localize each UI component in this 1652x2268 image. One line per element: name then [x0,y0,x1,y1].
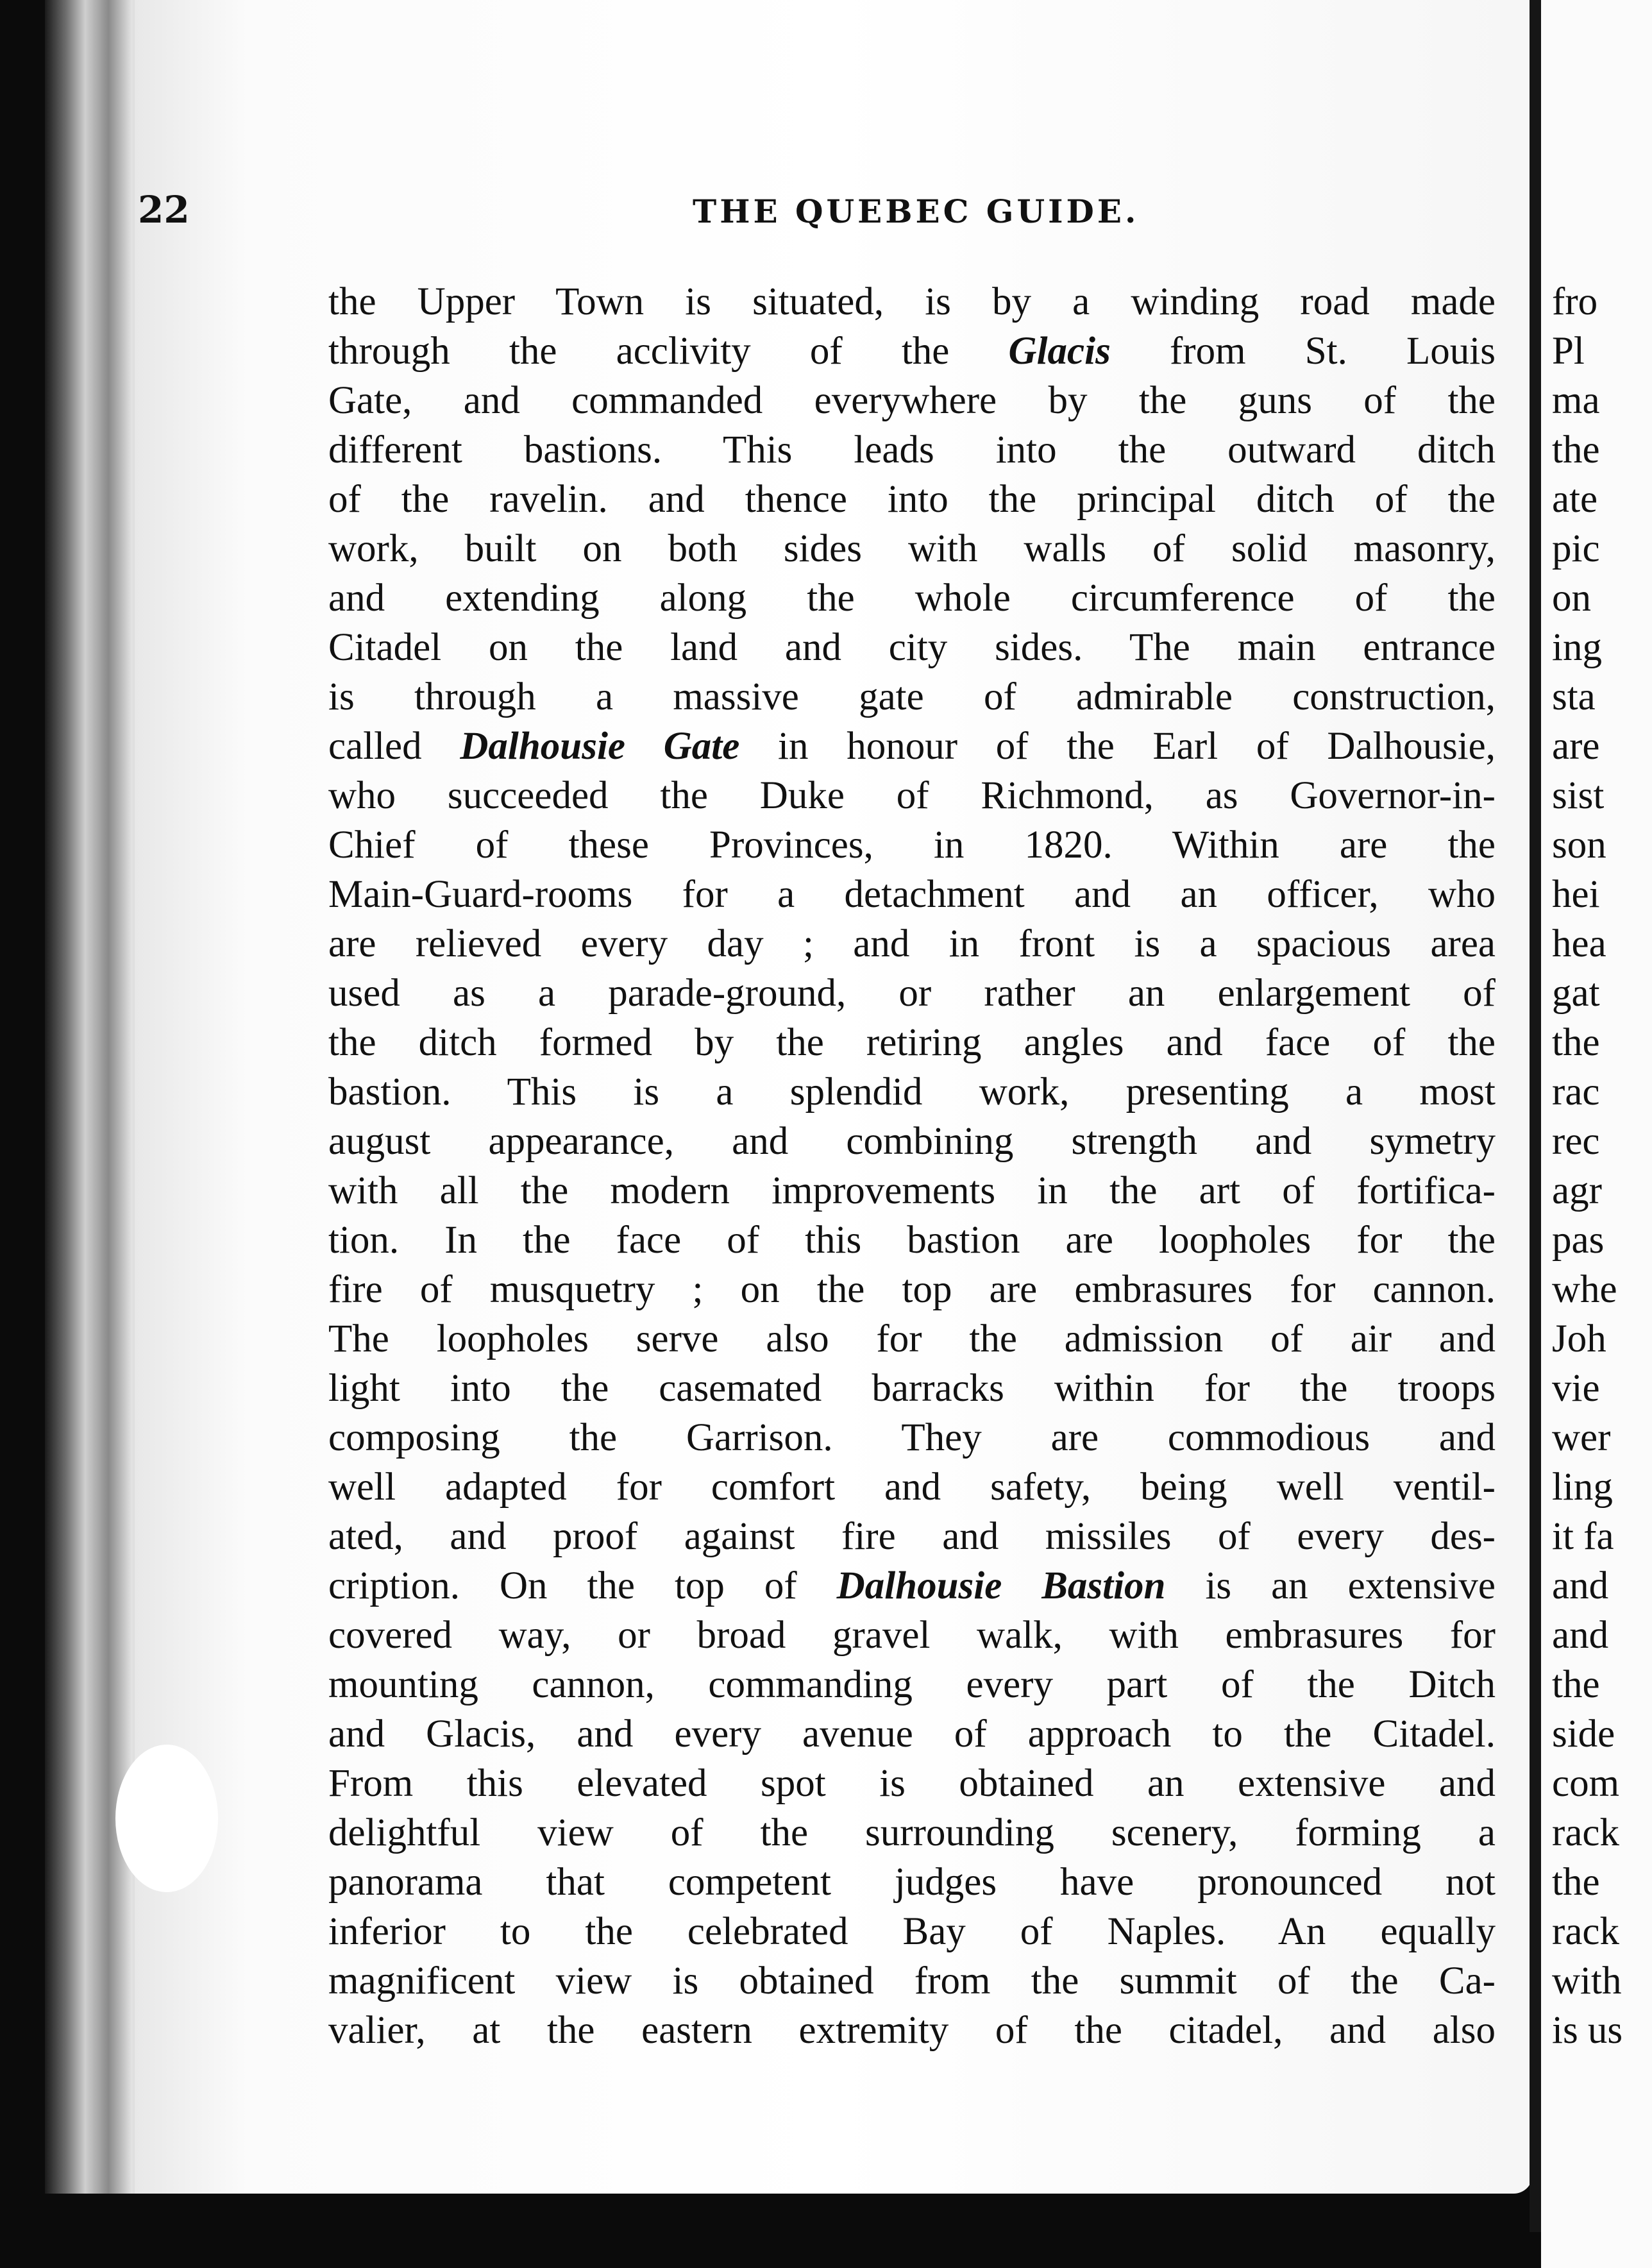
italic-term: Dalhousie Bastion [836,1564,1166,1607]
facing-page-fragment: hea [1552,922,1606,965]
text-line [328,1067,1496,1117]
facing-page-fragment: the [1552,1861,1600,1904]
text-line [328,1166,1496,1215]
text-line [328,1117,1496,1166]
facing-page-fragment: the [1552,428,1600,471]
text-run: are relieved every day ; and in front is a spacious area [328,922,1496,965]
text-run: The loopholes serve also for the admission of air and [328,1317,1496,1360]
text-line [328,1907,1496,1956]
page-number: 22 [138,188,190,232]
text-run: Citadel on the land and city sides. The main entrance [328,626,1496,669]
text-run: light into the casemated barracks within for the troops [328,1367,1496,1410]
page-gutter [1530,0,1541,2232]
facing-page-fragment: vie [1552,1367,1600,1410]
facing-page-fragment: sta [1552,675,1596,718]
text-run: used as a parade-ground, or rather an enlargement of [328,972,1496,1015]
text-run: well adapted for comfort and safety, being well ventil- [328,1466,1496,1509]
facing-page-fragment: and [1552,1614,1609,1657]
text-line [328,1364,1496,1413]
text-run: and extending along the whole circumference of the [328,577,1496,620]
text-line [328,1660,1496,1709]
text-line [328,277,1496,326]
text-run: different bastions. This leads into the outward ditch [328,428,1496,471]
text-run: panorama that competent judges have pronounced not [328,1861,1496,1904]
facing-page-fragment: and [1552,1564,1609,1607]
text-run: From this elevated spot is obtained an extensive and [328,1762,1496,1805]
facing-page-text [1552,277,1652,2055]
text-run: Chief of these Provinces, in 1820. Within are the [328,824,1496,867]
text-run: august appearance, and combining strength and symetry [328,1120,1496,1163]
text-line [328,1759,1496,1808]
facing-page-fragment: rack [1552,1910,1619,1953]
text-line [328,475,1496,524]
text-line [328,870,1496,919]
text-run: covered way, or broad gravel walk, with embrasures for [328,1614,1496,1657]
running-head: THE QUEBEC GUIDE. [693,192,1140,230]
text-run: delightful view of the surrounding scenery, forming a [328,1811,1496,1854]
facing-page-fragment: on [1552,577,1591,620]
facing-page-fragment: it fa [1552,1515,1614,1558]
text-line [328,1561,1496,1611]
italic-term: Dalhousie Gate [460,725,740,768]
text-line [328,1018,1496,1067]
text-line [328,326,1496,376]
text-run: of the ravelin. and thence into the principal ditch of the [328,478,1496,521]
facing-page-fragment: ate [1552,478,1598,521]
text-line [328,1956,1496,2006]
text-line [328,573,1496,623]
text-line [328,820,1496,870]
text-line [328,623,1496,672]
paper-stain [115,1745,218,1892]
text-run: the Upper Town is situated, is by a winding road made [328,280,1496,323]
facing-page-fragment: sist [1552,774,1605,817]
facing-page-fragment: rack [1552,1811,1619,1854]
text-run: valier, at the eastern extremity of the citadel, and also [328,2009,1496,2052]
text-line [328,1413,1496,1462]
facing-page-fragment: rac [1552,1071,1600,1113]
facing-page-fragment: fro [1552,280,1598,323]
facing-page-fragment: ling [1552,1466,1613,1509]
facing-page-fragment: whe [1552,1268,1617,1311]
facing-page-fragment: is us [1552,2009,1623,2052]
text-run: magnificent view is obtained from the summit of the Ca- [328,1959,1496,2002]
text-run: is through a massive gate of admirable construction, [328,675,1496,718]
text-line [328,771,1496,820]
facing-page-fragment: wer [1552,1416,1611,1459]
facing-page-fragment: rec [1552,1120,1600,1163]
text-run: Main-Guard-rooms for a detachment and an officer, who [328,873,1496,916]
text-line [328,1265,1496,1314]
text-line [328,1512,1496,1561]
text-run: fire of musquetry ; on the top are embrasures for cannon. [328,1268,1496,1311]
text-line [328,969,1496,1018]
text-run: Gate, and commanded everywhere by the guns of the [328,379,1496,422]
text-line [328,672,1496,722]
text-line [328,1611,1496,1660]
text-line [328,376,1496,425]
text-line [328,2006,1496,2055]
text-run: with all the modern improvements in the art of fortifica- [328,1169,1496,1212]
facing-page-fragment: pas [1552,1219,1605,1262]
text-run: from St. Louis [1110,330,1496,373]
facing-page-fragment: son [1552,824,1606,867]
text-run: the ditch formed by the retiring angles and face of the [328,1021,1496,1064]
facing-page-fragment: gat [1552,972,1600,1015]
text-run: work, built on both sides with walls of solid masonry, [328,527,1496,570]
text-run: and Glacis, and every avenue of approach to the Citadel. [328,1713,1496,1756]
facing-page-fragment: com [1552,1762,1620,1805]
text-run: mounting cannon, commanding every part of the Ditch [328,1663,1496,1706]
text-line [328,1709,1496,1759]
facing-page-fragment: side [1552,1713,1615,1756]
text-run: through the acclivity of the [328,330,1009,373]
facing-page-fragment: ma [1552,379,1600,422]
facing-page-fragment: the [1552,1663,1600,1706]
text-run: is an extensive [1165,1564,1496,1607]
facing-page-fragment: the [1552,1021,1600,1064]
text-line [328,425,1496,475]
text-run: who succeeded the Duke of Richmond, as Governor-in- [328,774,1496,817]
facing-page-fragment: agr [1552,1169,1602,1212]
text-line [328,1215,1496,1265]
text-run: ated, and proof against fire and missiles of every des- [328,1515,1496,1558]
text-line [328,1314,1496,1364]
text-line [328,1858,1496,1907]
facing-page-fragment: Joh [1552,1317,1606,1360]
body-text [328,277,1496,2055]
text-line [328,1462,1496,1512]
text-line [328,1808,1496,1858]
text-run: composing the Garrison. They are commodious and [328,1416,1496,1459]
text-run: tion. In the face of this bastion are loopholes for the [328,1219,1496,1262]
text-run: bastion. This is a splendid work, presenting a most [328,1071,1496,1113]
text-line [328,919,1496,969]
italic-term: Glacis [1008,330,1111,373]
facing-page-fragment: ing [1552,626,1602,669]
text-run: cription. On the top of [328,1564,837,1607]
text-line [328,722,1496,771]
facing-page-fragment: Pl [1552,330,1585,373]
facing-page-fragment: with [1552,1959,1622,2002]
facing-page-fragment: pic [1552,527,1600,570]
text-line [328,524,1496,573]
facing-page-fragment: are [1552,725,1600,768]
text-run: inferior to the celebrated Bay of Naples. An equally [328,1910,1496,1953]
text-run: called [328,725,460,768]
text-run: in honour of the Earl of Dalhousie, [739,725,1496,768]
facing-page-fragment: hei [1552,873,1600,916]
